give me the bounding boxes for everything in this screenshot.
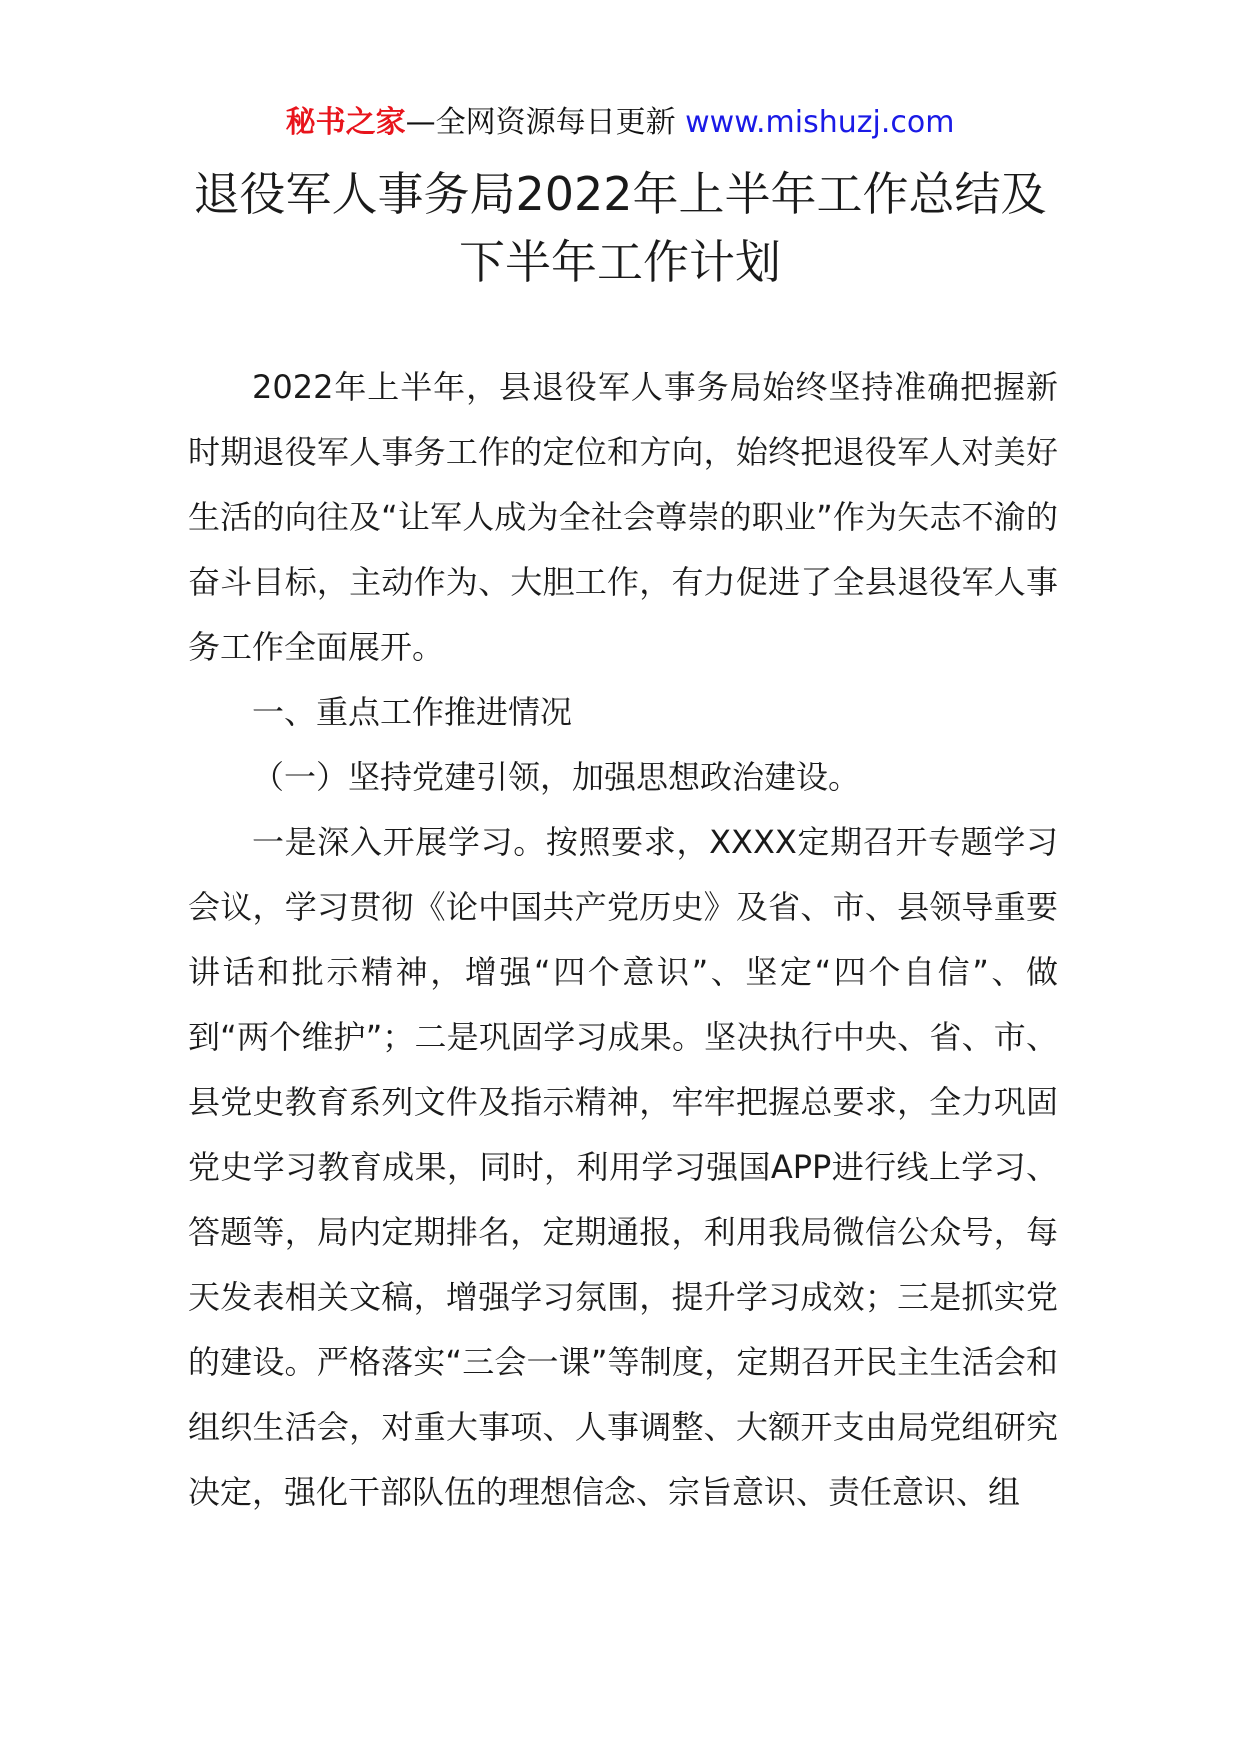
brand-name: 秘书之家: [285, 105, 406, 140]
document-title: [150, 160, 1090, 296]
title-line-2: 下半年工作计划: [459, 235, 781, 289]
site-url-link[interactable]: www.mishuzj.com: [685, 105, 955, 140]
site-header: [0, 103, 1240, 143]
document-body: [188, 355, 1058, 1525]
title-line-1: 退役军人事务局2022年上半年工作总结及: [193, 167, 1047, 221]
section-heading: 一、重点工作推进情况: [252, 693, 573, 731]
subsection-heading: （一）坚持党建引领，加强思想政治建设。: [252, 758, 861, 796]
header-slogan: —全网资源每日更新: [405, 105, 686, 140]
intro-paragraph: 2022年上半年，县退役军人事务局始终坚持准确把握新时期退役军人事务工作的定位和方向，始终把退役军人对美好生活的向往及“让军人成为全社会尊崇的职业”作为矢志不渝的奋斗目标，主动作为、大胆工作，有力促进了全县退役军人事务工作全面展开。: [188, 368, 1058, 666]
subsection-body-paragraph: 一是深入开展学习。按照要求，XXXX定期召开专题学习会议，学习贯彻《论中国共产党历史》及省、市、县领导重要讲话和批示精神，增强“四个意识”、坚定“四个自信”、做到“两个维护”；二是巩固学习成果。坚决执行中央、省、市、县党史教育系列文件及指示精神，牢牢把握总要求，全力巩固党史学习教育成果，同时，利用学习强国APP进行线上学习、答题等，局内定期排名，定期通报，利用我局微信公众号，每天发表相关文稿，增强学习氛围，提升学习成效；三是抓实党的建设。严格落实“三会一课”等制度，定期召开民主生活会和组织生活会，对重大事项、人事调整、大额开支由局党组研究决定，强化干部队伍的理想信念、宗旨意识、责任意识、组: [188, 823, 1058, 1511]
